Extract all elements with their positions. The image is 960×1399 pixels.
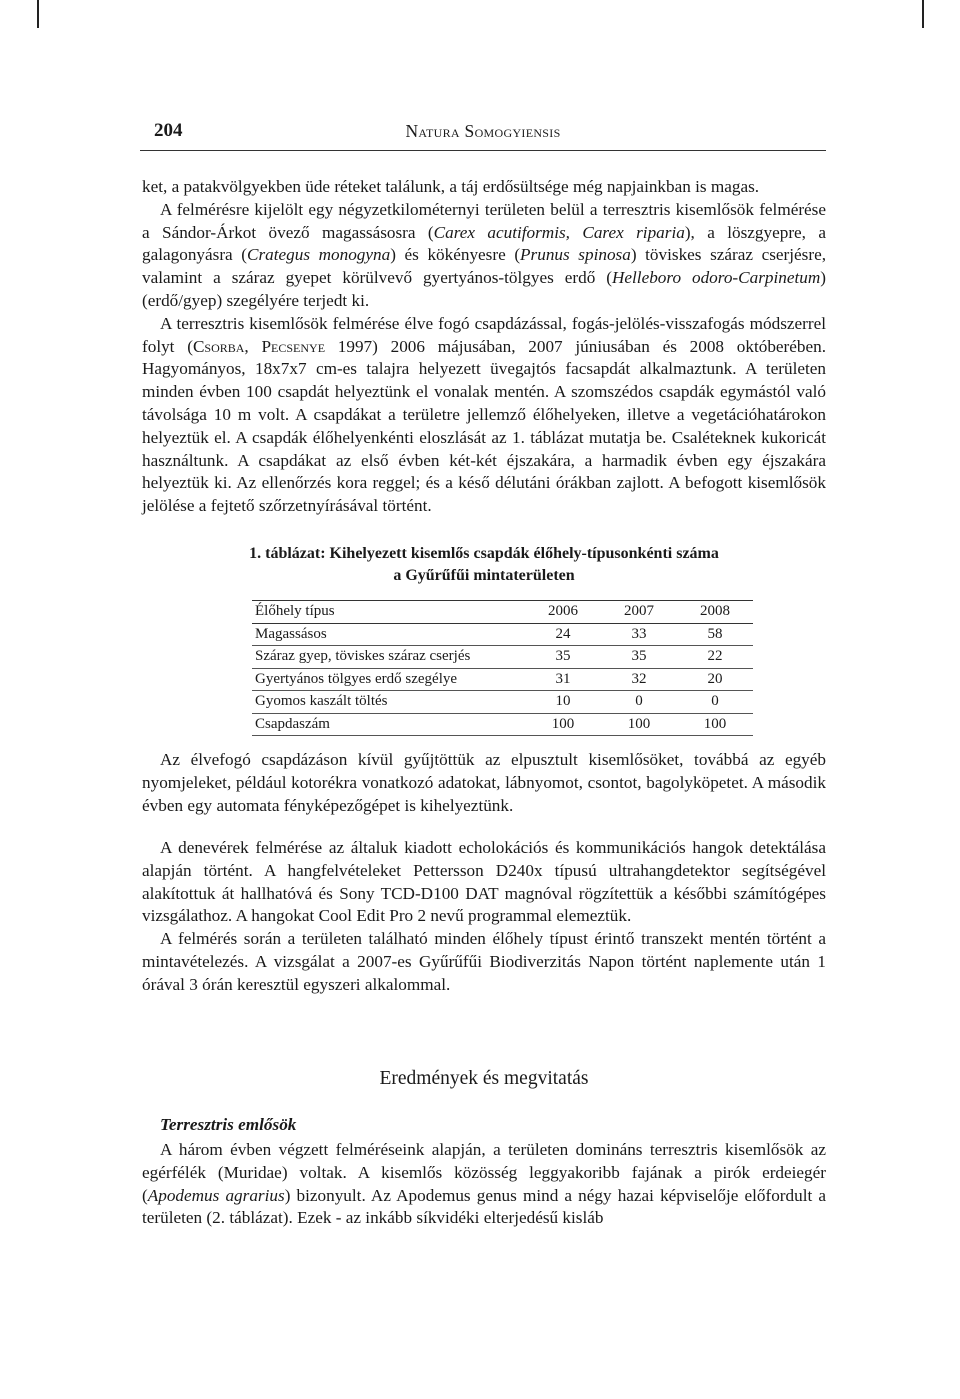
species-crategus: Crategus monogyna [247, 245, 391, 265]
table-cell: 58 [677, 623, 753, 646]
collection-paragraph: Az élvefogó csapdázáson kívül gyűjtöttük az elpusztult kisemlősöket, továbbá az egyéb nyomjeleket, például kotorékra vonatkozó adatokat, lábnyomot, csontot, bagolyköpetet. A második évben egy automata fényképezőgépet is kihelyeztünk. [142, 750, 826, 815]
continuation-paragraph: ket, a patakvölgyekben üde réteket találunk, a táj erdősültsége még napjainkban is magas. [142, 177, 760, 196]
trapping-paragraph: A terresztris kisemlősök felmérése élve fogó csapdázással, fogás-jelölés-visszafogás módszerrel folyt (Csorba, Pecsenye 1997) 2006 májusában, 2007 júniusában és 2008 októberében. Hagyományos, 18x7x7 cm-es talajra helyezett üvegajtós facsapdát alkalmaztunk. A területen minden évben 100 csapdát helyeztünk el vonalak mentén. A szomszédos csapdák egymástól való távolsága 10 m volt. A csapdákat a területre jellemző élőhelyeken, illetve a vegetációhatárokon helyeztük el. A csapdák élőhelyenkénti eloszlását az 1. táblázat mutatja be. Csaléteknek kukoricát használtunk. A csapdákat az első évben két-két éjszakára, a harmadik évben egy éjszakára helyeztük ki. Az ellenőrzés kora reggel; és a késő délutáni órákban zajlott. A befogott kisemlősök jelölése a fejtető szőrzetnyírásával történt. [142, 313, 827, 516]
crop-mark-left [37, 0, 39, 28]
subsection-heading: Terresztris emlősök [160, 1115, 297, 1134]
table-row [252, 713, 753, 736]
table-cell: 100 [525, 713, 601, 736]
table-caption-line: 1. táblázat: Kihelyezett kisemlős csapdák élőhely-típusonkénti száma [249, 545, 719, 562]
table-cell: 35 [525, 646, 601, 669]
table-cell: 35 [601, 646, 677, 669]
column-header: 2007 [601, 601, 677, 624]
table-cell: 31 [525, 668, 601, 691]
species-helleboro: Helleboro odoro-Carpinetum [611, 268, 821, 288]
table-caption-line: a Gyűrűfűi mintaterületen [393, 567, 575, 584]
table-cell: 100 [601, 713, 677, 736]
table-cell: 33 [601, 623, 677, 646]
transect-paragraph: A felmérés során a területen található minden élőhely típust érintő transzekt mentén történt a mintavételezés. A vizsgálat a 2007-es Gyűrűfűi Biodiverzitás Napon történt naplemente után 1 órával 3 órán keresztül egyszeri alkalommal. [142, 929, 826, 994]
table-cell: 32 [601, 668, 677, 691]
page-number: 204 [154, 120, 183, 141]
table-cell: Csapdaszám [252, 713, 525, 736]
section-heading: Eredmények és megvitatás [379, 1068, 589, 1089]
table-cell: Magassásos [252, 623, 525, 646]
table-row [252, 623, 753, 646]
table-cell: Száraz gyep, töviskes száraz cserjés [252, 646, 525, 669]
header-rule [140, 150, 826, 151]
citation-author: Pecsenye [261, 336, 326, 356]
citation-author: Csorba [192, 336, 245, 356]
table-cell: 10 [525, 691, 601, 714]
table-cell: Gyertyános tölgyes erdő szegélye [252, 668, 525, 691]
column-header: 2006 [525, 601, 601, 624]
trap-count-table [252, 600, 753, 736]
table-cell: 20 [677, 668, 753, 691]
table-row [252, 668, 753, 691]
table-row [252, 691, 753, 714]
methods-text [142, 176, 826, 518]
table-row [252, 646, 753, 669]
species-carex: Carex acutiformis, Carex riparia [433, 222, 685, 242]
study-area-paragraph: A felmérésre kijelölt egy négyzetkilométernyi területen belül a terresztris kisemlősök felmérése a Sándor-Árkot övező magassásosra (Carex acutiformis, Carex riparia), a löszgyepre, a galagonyásra (Crategus monogyna) és kökényesre (Prunus spinosa) töviskes száraz cserjésre, valamint a száraz gyepet körülvevő gyertyános-tölgyes erdő (Helleboro odoro-Carpinetum) (erdő/gyep) szegélyére terjedt ki. [142, 199, 826, 310]
table-cell: Gyomos kaszált töltés [252, 691, 525, 714]
table-cell: 0 [601, 691, 677, 714]
species-apodemus: Apodemus agrarius [147, 1185, 285, 1205]
crop-mark-right [922, 0, 924, 28]
table-cell: 22 [677, 646, 753, 669]
bat-survey-text [142, 837, 826, 997]
bat-detection-paragraph: A denevérek felmérése az általuk kiadott echolokációs és kommunikációs hangok detektálása alapján történt. A hangfelvételeket Pettersson D240x típusú ultrahangdetektor segítségével alakítottuk át hallhatóvá és Sony TCD-D100 DAT magnóval rögzítettük a későbbi számítógépes vizsgálathoz. A hangokat Cool Edit Pro 2 nevű programmal elemeztük. [142, 838, 826, 926]
column-header: 2008 [677, 601, 753, 624]
table-cell: 0 [677, 691, 753, 714]
column-header: Élőhely típus [252, 601, 525, 624]
running-header [140, 116, 826, 152]
species-prunus: Prunus spinosa [520, 245, 631, 265]
results-paragraph: A három évben végzett felméréseink alapján, a területen domináns terresztris kisemlősök az egérfélék (Muridae) voltak. A kisemlős közösség leggyakoribb fajának a pirók erdeiegér (Apodemus agrarius) bizonyult. Az Apodemus genus mind a négy hazai képviselője előfordult a területen (2. táblázat). Ezek - az inkább síkvidéki elterjedésű kisláb [142, 1140, 826, 1228]
journal-title: Natura Somogyiensis [405, 121, 561, 141]
table-cell: 24 [525, 623, 601, 646]
table-caption [142, 543, 826, 587]
table-header-row [252, 601, 753, 624]
table-cell: 100 [677, 713, 753, 736]
